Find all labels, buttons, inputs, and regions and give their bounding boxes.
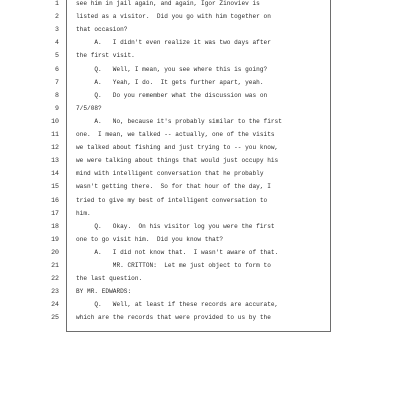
line-text: MR. CRITTON: Let me just object to form to — [76, 262, 271, 269]
line-text: A. No, because it's probably similar to the first — [76, 117, 282, 125]
line-number: 25 — [51, 314, 59, 322]
line-text: A. Yeah, I do. It gets further apart, yeah. — [76, 78, 264, 86]
line-number: 16 — [51, 196, 59, 204]
line-number: 19 — [51, 235, 59, 243]
line-number: 17 — [51, 209, 59, 217]
line-number: 12 — [51, 144, 59, 152]
line-number: 2 — [55, 13, 59, 21]
line-number: 6 — [55, 65, 59, 73]
line-text: A. I did not know that. I wasn't aware of that. — [76, 248, 279, 256]
line-text: which are the records that were provided to us by the — [76, 314, 271, 322]
line-number: 4 — [55, 39, 59, 47]
transcript-line — [55, 0, 330, 10]
line-text: wasn't getting there. So for that hour of the day, I — [76, 183, 271, 191]
transcript-line — [51, 180, 330, 193]
transcript-line — [51, 115, 330, 128]
line-text: Q. Okay. On his visitor log you were the first — [76, 222, 275, 230]
line-text: A. I didn't even realize it was two days after — [76, 39, 271, 47]
line-text: BY MR. EDWARDS: — [76, 288, 132, 296]
transcript-line — [55, 102, 330, 115]
line-text: one. I mean, we talked -- actually, one of the visits — [76, 131, 275, 138]
transcript-line — [51, 246, 330, 259]
line-text: Q. Well, at least if these records are accurate, — [76, 301, 279, 309]
transcript-line — [51, 311, 330, 324]
line-number: 15 — [51, 183, 59, 191]
line-text: tried to give my best of intelligent conversation to — [76, 196, 268, 204]
line-number: 5 — [55, 52, 59, 60]
line-text: one to go visit him. Did you know that? — [76, 235, 224, 243]
transcript-line — [51, 167, 330, 180]
line-number: 22 — [51, 275, 59, 283]
line-number: 8 — [55, 91, 59, 99]
line-text: that occasion? — [76, 26, 128, 34]
line-text: the last question. — [76, 275, 143, 283]
line-text: Q. Well, I mean, you see where this is going? — [76, 65, 268, 73]
transcript-line — [55, 23, 330, 36]
line-number: 20 — [51, 248, 59, 256]
transcript-line — [55, 10, 330, 23]
transcript-line — [55, 36, 330, 49]
line-number: 3 — [55, 26, 59, 34]
line-number: 14 — [51, 170, 59, 178]
transcript-line — [55, 49, 330, 62]
line-number: 10 — [51, 117, 59, 125]
transcript-body — [51, 0, 331, 332]
transcript-line — [51, 298, 330, 311]
line-text: we were talking about things that would just occupy his — [76, 157, 279, 165]
line-number: 18 — [51, 222, 59, 230]
line-number: 13 — [51, 157, 59, 165]
line-number: 11 — [51, 131, 59, 138]
line-text: Q. Do you remember what the discussion was on — [76, 91, 268, 99]
transcript-line — [55, 76, 330, 89]
transcript-line — [55, 89, 330, 102]
line-text: mind with intelligent conversation that he probably — [76, 170, 264, 178]
transcript-line — [51, 207, 330, 220]
transcript-line — [51, 233, 330, 246]
line-number: 9 — [55, 104, 59, 112]
line-number: 7 — [55, 78, 59, 86]
transcript-line — [51, 141, 330, 154]
transcript-line — [51, 285, 330, 298]
line-number: 21 — [51, 262, 59, 269]
line-text: the first visit. — [76, 52, 135, 60]
transcript-line — [51, 220, 330, 233]
transcript-line — [51, 194, 330, 207]
line-text: we talked about fishing and just trying to -- you know, — [76, 144, 279, 152]
line-number: 1 — [55, 0, 59, 7]
line-text: 7/5/08? — [76, 104, 102, 112]
line-number: 23 — [51, 288, 59, 296]
line-number: 24 — [51, 301, 59, 309]
transcript-line — [51, 259, 330, 272]
line-text: see him in jail again, and again, Igor Zinoviev is — [76, 0, 260, 7]
transcript-line — [51, 154, 330, 167]
transcript-line — [51, 272, 330, 285]
line-text: him. — [76, 209, 91, 217]
line-text: listed as a visitor. Did you go with him together on — [76, 13, 271, 21]
transcript-line — [55, 63, 330, 76]
transcript-line — [51, 128, 330, 141]
